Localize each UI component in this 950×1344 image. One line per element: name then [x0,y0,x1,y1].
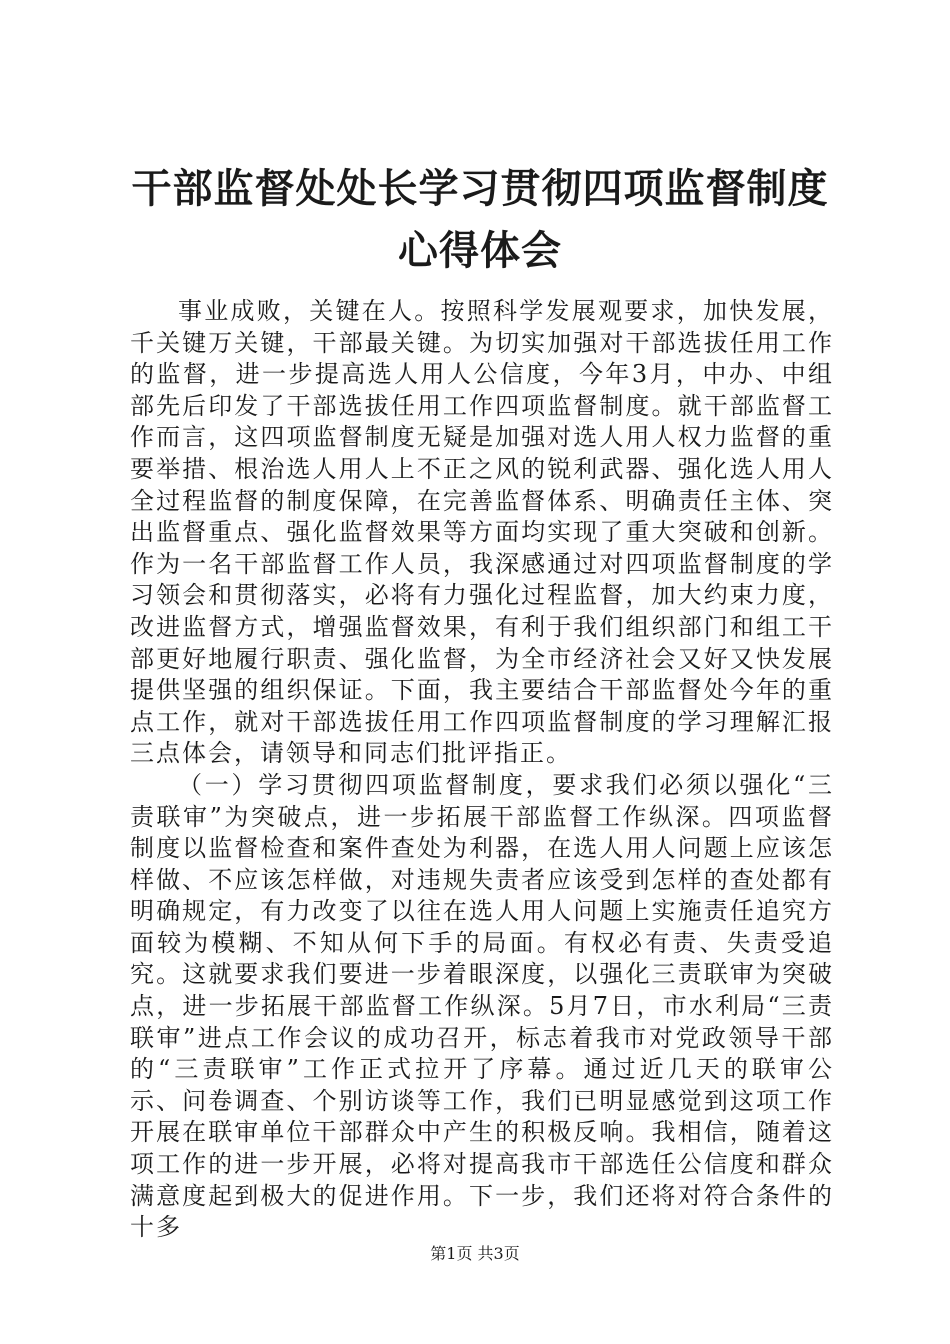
body-paragraph-2: （一）学习贯彻四项监督制度，要求我们必须以强化“三责联审”为突破点，进一步拓展干部监督工作纵深。四项监督制度以监督检查和案件查处为利器，在选人用人问题上应该怎样做、不应该怎样做，对违规失责者应该受到怎样的查处都有明确规定，有力改变了以往在选人用人问题上实施责任追究方面较为模糊、不知从何下手的局面。有权必有责、失责受追究。这就要求我们要进一步着眼深度，以强化三责联审为突破点，进一步拓展干部监督工作纵深。5月7日，市水利局“三责联审”进点工作会议的成功召开，标志着我市对党政领导干部的“三责联审”工作正式拉开了序幕。通过近几天的联审公示、问卷调查、个别访谈等工作，我们已明显感觉到这项工作开展在联审单位干部群众中产生的积极反响。我相信，随着这项工作的进一步开展，必将对提高我市干部选任公信度和群众满意度起到极大的促进作用。下一步，我们还将对符合条件的十多 [130,770,834,1242]
body-paragraph-1: 事业成败，关键在人。按照科学发展观要求，加快发展，千关键万关键，干部最关键。为切实加强对干部选拔任用工作的监督，进一步提高选人用人公信度，今年3月，中办、中组部先后印发了干部选拔任用工作四项监督制度。就干部监督工作而言，这四项监督制度无疑是加强对选人用人权力监督的重要举措、根治选人用人上不正之风的锐利武器、强化选人用人全过程监督的制度保障，在完善监督体系、明确责任主体、突出监督重点、强化监督效果等方面均实现了重大突破和创新。作为一名干部监督工作人员，我深感通过对四项监督制度的学习领会和贯彻落实，必将有力强化过程监督，加大约束力度，改进监督方式，增强监督效果，有利于我们组织部门和组工干部更好地履行职责、强化监督，为全市经济社会又好又快发展提供坚强的组织保证。下面，我主要结合干部监督处今年的重点工作，就对干部选拔任用工作四项监督制度的学习理解汇报三点体会，请领导和同志们批评指正。 [130,297,834,768]
document-title: 干部监督处处长学习贯彻四项监督制度心得体会 [131,166,829,274]
page-footer: 第1页 共3页 [430,1244,520,1263]
document-body [130,296,834,1244]
